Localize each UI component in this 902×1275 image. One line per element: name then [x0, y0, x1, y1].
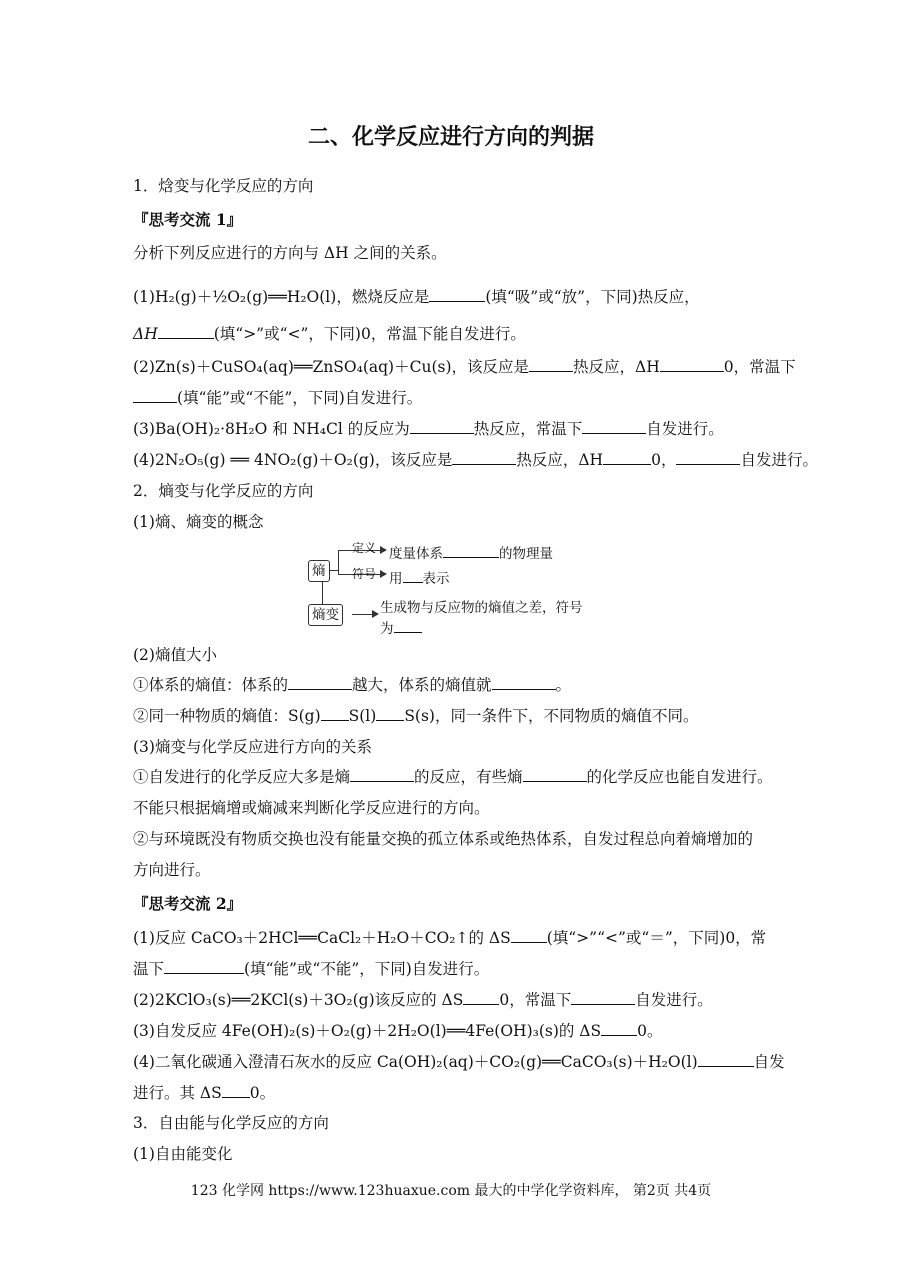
blank[interactable]	[403, 568, 423, 583]
blank[interactable]	[222, 1083, 250, 1098]
section-3-heading: 3．自由能与化学反应的方向	[133, 1114, 329, 1132]
question-1-cont: ΔH (填“>”或“<”，下同)0，常温下能自发进行。	[133, 325, 526, 343]
blank[interactable]	[288, 675, 352, 690]
question-4: (4)2N₂O₅(g) ══ 4NO₂(g)＋O₂(g)，该反应是 热反应，ΔH 0， 自发进行。	[133, 451, 818, 469]
blank[interactable]	[601, 1021, 637, 1036]
blank[interactable]	[133, 388, 177, 403]
question-1: (1)H₂(g)＋½O₂(g)══H₂O(l)，燃烧反应是 (填“吸”或“放”，下同)热反应，	[133, 288, 700, 306]
blank[interactable]	[376, 706, 404, 721]
entropy-concept-diagram	[300, 538, 620, 640]
blank[interactable]	[443, 543, 499, 558]
blank[interactable]	[410, 419, 474, 434]
blank[interactable]	[452, 450, 516, 465]
blank[interactable]	[529, 357, 573, 372]
problem-3: (3)自发反应 4Fe(OH)₂(s)＋O₂(g)＋2H₂O(l)══4Fe(OH)₃(s)的 ΔS 0。	[133, 1022, 663, 1040]
question-2: (2)Zn(s)＋CuSO₄(aq)══ZnSO₄(aq)＋Cu(s)，该反应是 热反应，ΔH 0，常温下	[133, 358, 796, 376]
section-1-heading: 1．焓变与化学反应的方向	[133, 177, 314, 195]
symbol-label: 符号	[352, 567, 377, 581]
definition-label: 定义	[352, 541, 377, 555]
blank[interactable]	[492, 675, 556, 690]
problem-4-cont: 进行。其 ΔS 0。	[133, 1084, 276, 1102]
blank[interactable]	[676, 450, 740, 465]
symbol-text: 用 表示	[389, 568, 450, 587]
blank[interactable]	[698, 1052, 754, 1067]
problem-2: (2)2KClO₃(s)══2KCl(s)＋3O₂(g)该反应的 ΔS 0，常温下 自发进行。	[133, 991, 713, 1009]
page-title: 二、化学反应进行方向的判据	[307, 125, 594, 150]
relation-1b: 不能只根据熵增或熵减来判断化学反应进行的方向。	[133, 799, 490, 817]
definition-text: 度量体系 的物理量	[389, 543, 553, 562]
problem-1-cont: 温下 (填“能”或“不能”，下同)自发进行。	[133, 960, 490, 978]
relation-2b: 方向进行。	[133, 861, 211, 879]
blank[interactable]	[511, 928, 547, 943]
blank[interactable]	[582, 419, 646, 434]
section-2-1: (1)熵、熵变的概念	[133, 513, 264, 531]
section-2-2: (2)熵值大小	[133, 646, 217, 664]
entropy-1: ①体系的熵值：体系的 越大，体系的熵值就 。	[133, 676, 572, 694]
problem-4: (4)二氧化碳通入澄清石灰水的反应 Ca(OH)₂(aq)＋CO₂(g)══CaCO₃(s)＋H₂O(l) 自发	[133, 1053, 785, 1071]
section-2-3: (3)熵变与化学反应进行方向的关系	[133, 738, 372, 756]
entropy-change-tail: 为	[380, 618, 422, 637]
blank[interactable]	[603, 450, 651, 465]
relation-1: ①自发进行的化学反应大多是熵 的反应，有些熵 的化学反应也能自发进行。	[133, 768, 773, 786]
think-exchange-2: 『思考交流 2』	[133, 894, 243, 913]
entropy-2: ②同一种物质的熵值：S(g) S(l) S(s)，同一条件下，不同物质的熵值不同。	[133, 707, 699, 725]
section-3-1: (1)自由能变化	[133, 1145, 233, 1163]
blank[interactable]	[463, 990, 499, 1005]
blank[interactable]	[321, 706, 349, 721]
question-2-cont: (填“能”或“不能”，下同)自发进行。	[133, 388, 422, 408]
entropy-change-text: 生成物与反应物的熵值之差，符号	[380, 600, 583, 616]
blank[interactable]	[158, 324, 214, 339]
blank[interactable]	[394, 618, 422, 633]
blank[interactable]	[350, 767, 414, 782]
relation-2: ②与环境既没有物质交换也没有能量交换的孤立体系或绝热体系，自发过程总向着熵增加的	[133, 830, 754, 848]
section-2-heading: 2．熵变与化学反应的方向	[133, 482, 314, 500]
problem-1: (1)反应 CaCO₃＋2HCl══CaCl₂＋H₂O＋CO₂↑的 ΔS (填“>”“<”或“＝”，下同)0，常	[133, 929, 767, 947]
intro-text: 分析下列反应进行的方向与 ΔH 之间的关系。	[133, 244, 447, 262]
blank[interactable]	[523, 767, 587, 782]
entropy-box: 熵	[308, 560, 330, 582]
blank[interactable]	[571, 990, 635, 1005]
blank[interactable]	[429, 287, 485, 302]
entropy-change-box: 熵变	[308, 604, 343, 626]
think-exchange-1: 『思考交流 1』	[133, 210, 243, 229]
blank[interactable]	[660, 357, 724, 372]
question-3: (3)Ba(OH)₂·8H₂O 和 NH₄Cl 的反应为 热反应，常温下 自发进行。	[133, 420, 724, 438]
page-footer: 123 化学网 https://www.123huaxue.com 最大的中学化学资料库， 第2页 共4页	[190, 1183, 712, 1199]
blank[interactable]	[164, 959, 244, 974]
